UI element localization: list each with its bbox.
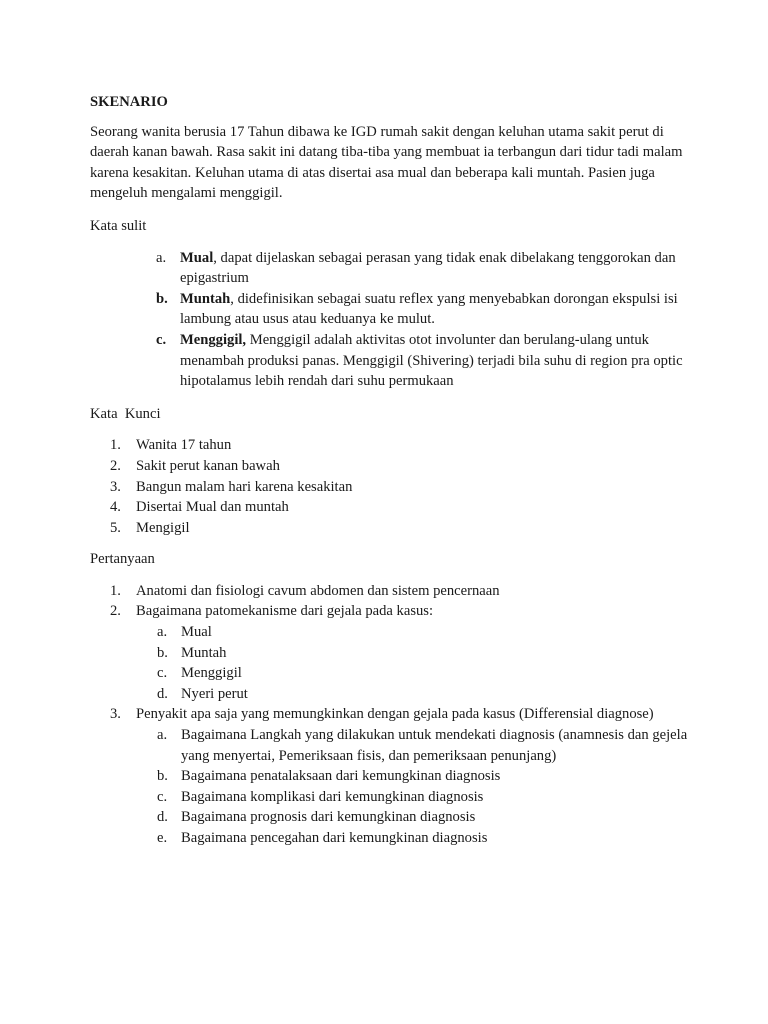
item-text: Mual (181, 624, 212, 641)
kata-sulit-item (156, 330, 690, 392)
kata-kunci-heading: Kata Kunci (90, 405, 161, 422)
term: Muntah (180, 290, 231, 307)
list-marker: b. (157, 644, 168, 661)
list-marker: 1. (110, 437, 121, 454)
list-marker: a. (157, 727, 168, 744)
list-item (110, 477, 690, 498)
item-text: Bangun malam hari karena kesakitan (136, 478, 353, 495)
pertanyaan-list (90, 581, 690, 849)
item-text: Sakit perut kanan bawah (136, 457, 280, 474)
list-marker: d. (157, 809, 168, 826)
list-marker: b. (157, 768, 168, 785)
list-marker: 3. (110, 478, 121, 495)
item-text: Muntah (181, 644, 227, 661)
list-marker: b. (156, 290, 168, 307)
list-item (110, 456, 690, 477)
item-text: Bagaimana penatalaksaan dari kemungkinan diagnosis (181, 768, 501, 785)
item-text: Penyakit apa saja yang memungkinkan dengan gejala pada kasus (Differensial diagnose) (136, 706, 654, 723)
list-marker: 2. (110, 457, 121, 474)
item-text: Bagaimana patomekanisme dari gejala pada kasus: (136, 603, 434, 620)
kata-sulit-item (156, 248, 690, 289)
item-text: Menggigil (181, 665, 242, 682)
document-page (90, 92, 690, 860)
document-title: SKENARIO (90, 94, 168, 110)
sub-list-item (157, 725, 690, 766)
item-text: Bagaimana Langkah yang dilakukan untuk mendekati diagnosis (anamnesis dan gejela yang menyertai, Pemeriksaan fisis, dan pemeriksaan penunjang) (181, 727, 688, 764)
item-text: Mengigil (136, 519, 190, 536)
item-text: Bagaimana prognosis dari kemungkinan diagnosis (181, 809, 476, 826)
sub-list-item (157, 787, 690, 808)
item-text: Anatomi dan fisiologi cavum abdomen dan sistem pencernaan (136, 582, 500, 599)
definition: Menggigil adalah aktivitas otot involunter dan berulang-ulang untuk menambah produksi panas. Menggigil (Shivering) terjadi bila suhu di region pra optic hipotalamus lebih rendah dari suhu permukaan (180, 331, 683, 390)
item-text: Disertai Mual dan muntah (136, 499, 289, 516)
list-marker: 5. (110, 519, 121, 536)
kata-sulit-heading: Kata sulit (90, 217, 147, 234)
list-item (110, 518, 690, 539)
item-text: Bagaimana komplikasi dari kemungkinan diagnosis (181, 788, 484, 805)
list-marker: c. (157, 788, 168, 805)
sub-list-item (157, 643, 690, 664)
sub-list-item (157, 766, 690, 787)
definition: , dapat dijelaskan sebagai perasan yang tidak enak dibelakang tenggorokan dan epigastrium (180, 249, 676, 287)
term: Menggigil, (180, 331, 247, 348)
list-marker: c. (156, 331, 167, 348)
item-text: Wanita 17 tahun (136, 437, 232, 454)
list-marker: a. (157, 624, 168, 641)
list-marker: d. (157, 685, 168, 702)
sub-list-item (157, 663, 690, 684)
list-item (110, 497, 690, 518)
list-item (110, 704, 690, 848)
list-item (110, 435, 690, 456)
list-marker: 4. (110, 499, 121, 516)
sub-list-item (157, 807, 690, 828)
term: Mual (180, 249, 214, 266)
definition: , didefinisikan sebagai suatu reflex yang menyebabkan dorongan ekspulsi isi lambung atau usus atau keduanya ke mulut. (180, 290, 678, 328)
sub-list-item (157, 828, 690, 849)
scenario-paragraph: Seorang wanita berusia 17 Tahun dibawa ke IGD rumah sakit dengan keluhan utama sakit perut di daerah kanan bawah. Rasa sakit ini datang tiba-tiba yang membuat ia terbangun dari tidur tadi malam karena kesakitan. Keluhan utama di atas disertai asa mual dan beberapa kali muntah. Pasien juga mengeluh mengalami menggigil. (90, 123, 683, 202)
kata-kunci-list (90, 435, 690, 538)
item-text: Bagaimana pencegahan dari kemungkinan diagnosis (181, 830, 488, 846)
sub-list-item (157, 622, 690, 643)
sub-list-item (157, 684, 690, 705)
sub-list (136, 622, 690, 704)
list-item (110, 601, 690, 704)
list-marker: e. (157, 830, 168, 846)
kata-sulit-item (156, 289, 690, 330)
sub-list (136, 725, 690, 849)
list-marker: c. (157, 665, 168, 682)
list-marker: 1. (110, 582, 121, 599)
list-marker: 3. (110, 706, 121, 723)
item-text: Nyeri perut (181, 685, 248, 702)
list-marker: a. (156, 249, 167, 266)
list-item (110, 581, 690, 602)
list-marker: 2. (110, 603, 121, 620)
kata-sulit-list (90, 248, 690, 392)
pertanyaan-heading: Pertanyaan (90, 551, 155, 568)
